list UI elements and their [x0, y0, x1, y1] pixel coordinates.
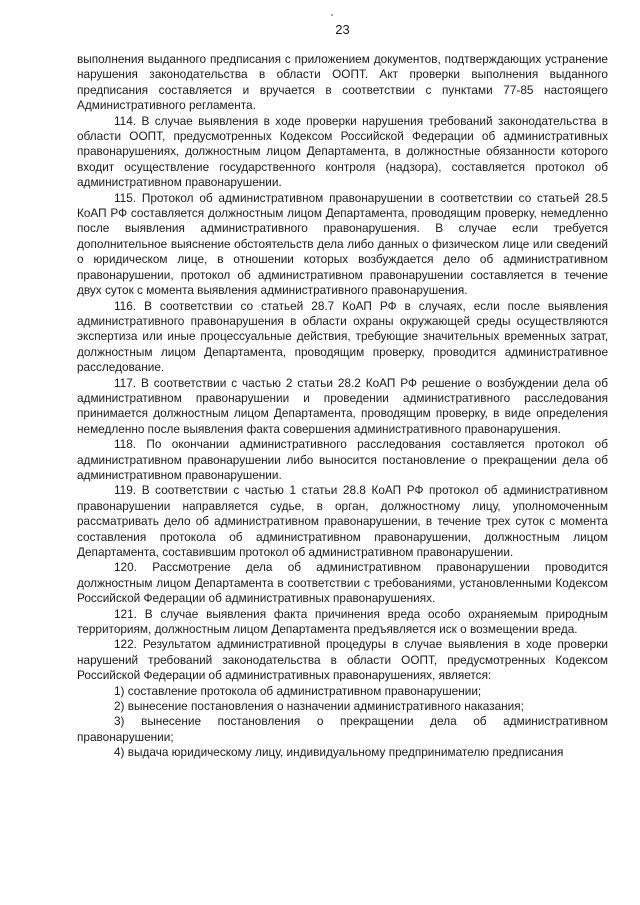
- paragraph-115: 115. Протокол об административном правонарушении в соответствии со статьей 28.5 КоАП РФ составляется должностным лицом Департамента, проводящим проверку, немедленно после выявления административного правонарушения. В случае если требуется дополнительное выяснение обстоятельств дела либо данных о физическом лице или сведений о юридическом лице, в отношении которых возбуждается дело об административном правонарушении, протокол об административном правонарушении составляется в течение двух суток с момента выявления административного правонарушения.: [77, 190, 608, 298]
- paragraph-121: 121. В случае выявления факта причинения вреда особо охраняемым природным территориям, должностным лицом Департамента предъявляется иск о возмещении вреда.: [77, 606, 608, 637]
- list-item: 4) выдача юридическому лицу, индивидуальному предпринимателю предписания: [114, 745, 564, 760]
- paragraph-118: 118. По окончании административного расследования составляется протокол об административном правонарушении либо выносится постановление о прекращении дела об административном правонарушении.: [77, 437, 608, 482]
- paragraph-122: 122. Результатом административной процедуры в случае выявления в ходе проверки нарушений требований законодательства в области ООПТ, предусмотренных Кодексом Российской Федерации об административных правонарушениях, является:: [77, 637, 608, 683]
- list-item: 2) вынесение постановления о назначении административного наказания;: [114, 699, 524, 714]
- paragraph-continuation: выполнения выданного предписания с приложением документов, подтверждающих устранение нарушения законодательства в области ООПТ. Акт проверки выполнения выданного предписания составляется и вручается в соответствии с пунктами 77-85 настоящего Административного регламента.: [77, 52, 608, 113]
- paragraph-114: 114. В случае выявления в ходе проверки нарушения требований законодательства в области ООПТ, предусмотренных Кодексом Российской Федерации об административных правонарушениях, должностным лицом Департамента, в должностные обязанности которого входит осуществление государственного контроля (надзора), составляется протокол об административном правонарушении.: [77, 113, 608, 190]
- body-text: [77, 52, 608, 761]
- list-item: 3) вынесение постановления о прекращении дела об административном правонарушении;: [77, 714, 608, 744]
- page-number: 23: [335, 22, 350, 37]
- paragraph-120: 120. Рассмотрение дела об административном правонарушении проводится должностным лицом Департамента в соответствии с требованиями, установленными Кодексом Российской Федерации об административных правонарушениях.: [77, 560, 608, 606]
- paragraph-117: 117. В соответствии с частью 2 статьи 28.2 КоАП РФ решение о возбуждении дела об административном правонарушении и проведении административного расследования принимается должностным лицом Департамента, проводящим проверку, в виде определения немедленно после выявления факта совершения административного правонарушения.: [77, 375, 608, 436]
- paragraph-119: 119. В соответствии с частью 1 статьи 28.8 КоАП РФ протокол об административном правонарушении направляется судье, в орган, должностному лицу, уполномоченным рассматривать дело об административном правонарушении, в течение трех суток с момента составления протокола об административном правонарушении, должностным лицом Департамента, составившим протокол об административном правонарушении.: [77, 483, 608, 559]
- scan-speck: [331, 14, 333, 16]
- paragraph-116: 116. В соответствии со статьей 28.7 КоАП РФ в случаях, если после выявления административного правонарушения в области охраны окружающей среды осуществляются экспертиза или иные процессуальные действия, требующие значительных временных затрат, должностным лицом Департамента, проводящим проверку, проводится административное расследование.: [77, 298, 608, 375]
- list-item: 1) составление протокола об административном правонарушении;: [114, 683, 482, 698]
- document-page: [77, 20, 608, 761]
